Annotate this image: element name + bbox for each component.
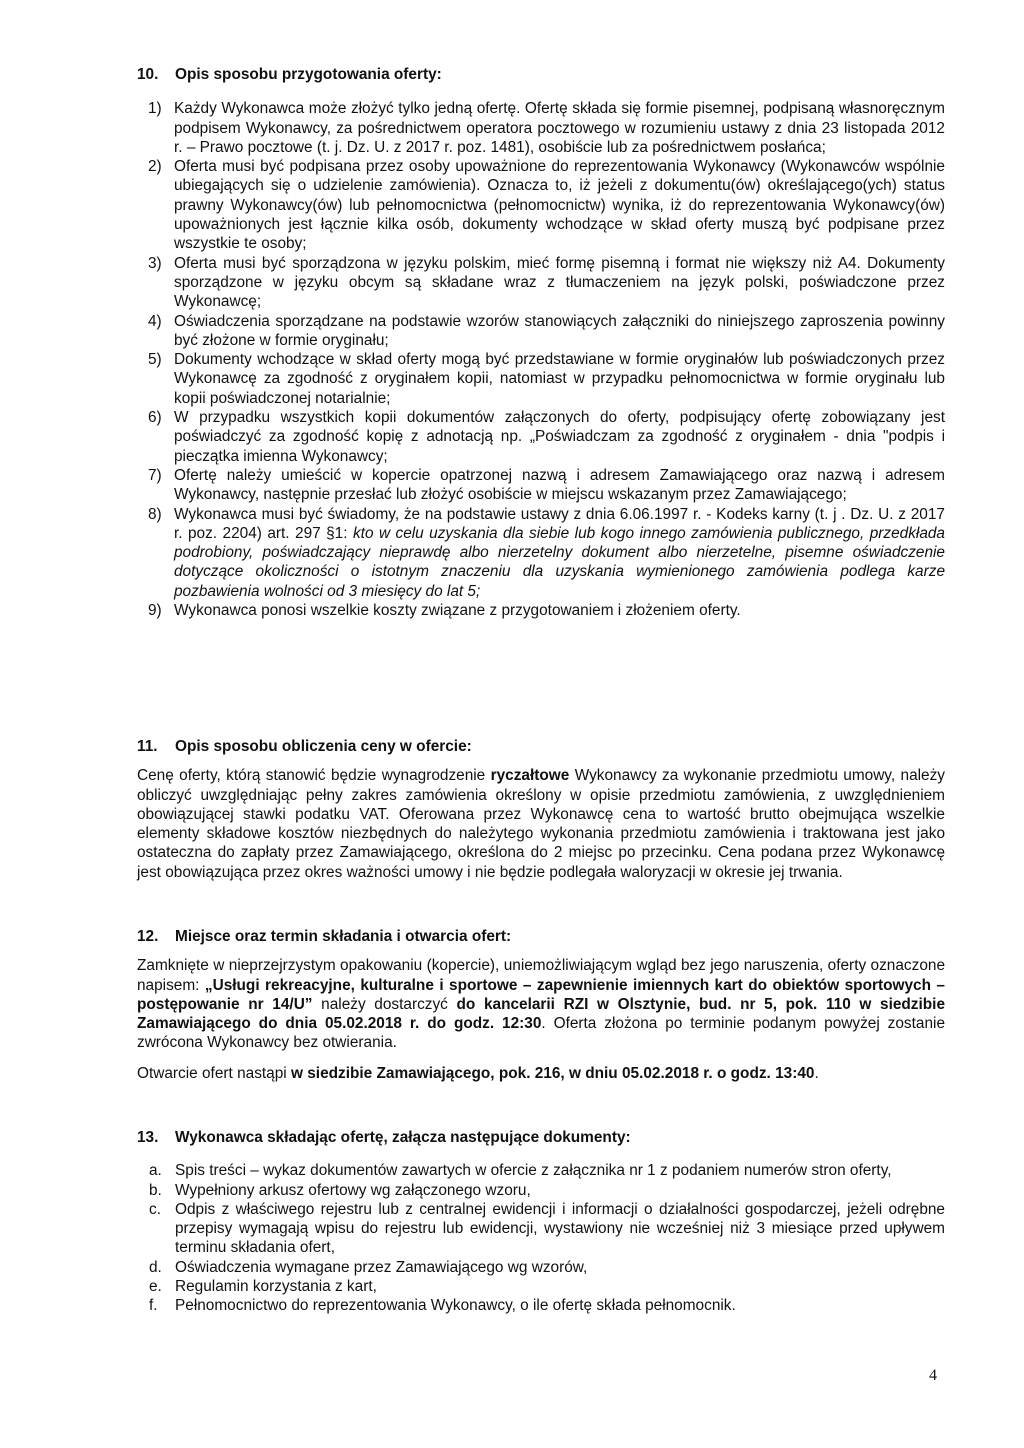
section-13 <box>137 1128 945 1316</box>
item-text: Wypełniony arkusz ofertowy wg załączonego wzoru, <box>175 1181 531 1199</box>
section-number: 13. <box>137 1129 159 1146</box>
item-label: 8) <box>148 505 162 523</box>
section-title: Miejsce oraz termin składania i otwarcia ofert: <box>175 928 512 945</box>
item-label: 6) <box>148 409 162 427</box>
list-item <box>137 601 945 620</box>
section-12-paragraph-2 <box>137 1064 945 1083</box>
item-label: 3) <box>148 254 162 272</box>
page-number: 4 <box>929 1367 937 1384</box>
list-item <box>137 1258 945 1277</box>
item-label: b. <box>149 1181 162 1199</box>
paragraph-bold: „Usługi rekreacyjne, kulturalne i sportowe – zapewnienie imiennych kart do obiektów sportowych – postępowanie nr 14/U” <box>137 976 945 1013</box>
item-text: Oferta musi być sporządzona w języku polskim, mieć formę pisemną i format nie większy niż A4. Dokumenty sporządzone w języku obcym są składane wraz z tłumaczeniem na język polski, poświadczone przez Wykonawcę; <box>174 254 945 311</box>
paragraph-text: Wykonawcy za wykonanie przedmiotu umowy, należy obliczyć uwzględniając pełny zakres zamówienia określony w opisie przedmiotu zamówienia, z uwzględnieniem obowiązującej stawki podatku VAT. Oferowana przez Wykonawcę cena to wartość brutto obejmująca wszelkie elementy składowe kosztów niezbędnych do należytego wykonania przedmiotu zamówienia i traktowana jest jako ostateczna do zapłaty przez Zamawiającego, określona do 2 miejsc po przecinku. Cena podana przez Wykonawcę jest obowiązująca przez okres ważności umowy i nie będzie podlegała waloryzacji w okresie jej trwania. <box>137 767 945 881</box>
item-label: a. <box>149 1162 162 1180</box>
item-text-italic-quote: kto w celu uzyskania dla siebie lub kogo innego zamówienia publicznego, przedkłada podrobiony, poświadczający nieprawdę albo nierzetelny dokument albo nierzetelne, pisemne oświadczenie dotyczące okoliczności o istotnym znaczeniu dla uzyskania wymienionego zamówienia podlega karze pozbawienia wolności od 3 miesięcy do lat 5; <box>174 524 945 600</box>
item-text: Wykonawca ponosi wszelkie koszty związane z przygotowaniem i złożeniem oferty. <box>174 602 741 620</box>
item-text: Dokumenty wchodzące w skład oferty mogą być przedstawiane w formie oryginałów lub poświadczonych przez Wykonawcę za zgodność z oryginałem kopii, natomiast w przypadku pełnomocnictwa w formie oryginału lub kopii poświadczonej notarialnie; <box>174 351 945 407</box>
section-13-heading <box>137 1128 945 1147</box>
paragraph-text: . <box>814 1064 819 1082</box>
item-text-plain: Wykonawca musi być świadomy, że na podstawie ustawy z dnia 6.06.1997 r. - Kodeks karny (t. j . Dz. U. z 2017 r. poz. 2204) art. 297 §1: <box>174 505 945 542</box>
item-label: 5) <box>148 351 162 369</box>
item-text: Oświadczenia wymagane przez Zamawiającego wg wzorów, <box>175 1258 588 1276</box>
item-label: 7) <box>148 466 162 484</box>
section-number: 10. <box>137 66 159 83</box>
paragraph-text: . Oferta złożona po terminie podanym powyżej zostanie zwrócona Wykonawcy bez otwierania. <box>137 1015 945 1052</box>
section-12-heading <box>137 927 945 946</box>
list-item <box>137 350 945 408</box>
section-10 <box>137 65 945 620</box>
section-11-paragraph <box>137 766 945 882</box>
item-text: Pełnomocnictwo do reprezentowania Wykonawcy, o ile ofertę składa pełnomocnik. <box>175 1297 736 1315</box>
list-item <box>137 466 945 505</box>
item-label: 1) <box>148 100 162 118</box>
section-title: Opis sposobu obliczenia ceny w ofercie: <box>175 738 472 755</box>
item-text: W przypadku wszystkich kopii dokumentów załączonych do oferty, podpisujący ofertę zobowiązany jest poświadczyć za zgodność kopię z adnotacją np. „Poświadczam za zgodność z oryginałem - dnia "podpis i pieczątka imienna Wykonawcy; <box>174 409 945 465</box>
section-number: 11. <box>137 738 158 755</box>
paragraph-bold: w siedzibie Zamawiającego, pok. 216, w dniu 05.02.2018 r. o godz. 13:40 <box>290 1064 815 1082</box>
item-label: 2) <box>148 158 162 176</box>
section-12 <box>137 927 945 1083</box>
section-number: 12. <box>137 928 159 945</box>
item-label: 9) <box>148 602 162 620</box>
section-10-heading <box>137 65 945 84</box>
paragraph-bold: ryczałtowe <box>490 767 570 785</box>
paragraph-text: Cenę oferty, którą stanowić będzie wynagrodzenie <box>137 767 491 785</box>
list-item <box>137 1200 945 1258</box>
item-label: d. <box>149 1258 162 1276</box>
section-11 <box>137 737 945 882</box>
paragraph-text: należy dostarczyć <box>312 995 457 1013</box>
list-item <box>137 157 945 253</box>
item-text: Każdy Wykonawca może złożyć tylko jedną ofertę. Ofertę składa się formie pisemnej, podpisaną własnoręcznym podpisem Wykonawcy, za pośrednictwem operatora pocztowego w rozumieniu ustawy z dnia 23 listopada 2012 r. – Prawo pocztowe (t. j. Dz. U. z 2017 r. poz. 1481), osobiście lub za pośrednictwem posłańca; <box>174 100 945 156</box>
item-text <box>174 505 945 601</box>
list-item <box>137 505 945 601</box>
list-item <box>137 1161 945 1180</box>
item-text: Oferta musi być podpisana przez osoby upoważnione do reprezentowania Wykonawcy (Wykonawców wspólnie ubiegających się o udzielenie zamówienia). Oznacza to, iż jeżeli z dokumentu(ów) określającego(ych) status prawny Wykonawcy(ów) lub pełnomocnictwa (pełnomocnictw) wynika, iż do reprezentowania Wykonawcy(ów) upoważnionych jest łącznie kilka osób, dokumenty wchodzące w skład oferty muszą być podpisane przez wszystkie te osoby; <box>174 158 945 253</box>
section-13-list <box>137 1161 945 1315</box>
section-title: Wykonawca składając ofertę, załącza następujące dokumenty: <box>175 1129 631 1146</box>
item-label: c. <box>149 1200 161 1218</box>
item-label: e. <box>149 1278 162 1296</box>
list-item <box>137 1181 945 1200</box>
item-label: 4) <box>148 312 162 330</box>
item-text: Spis treści – wykaz dokumentów zawartych w ofercie z załącznika nr 1 z podaniem numerów stron oferty, <box>175 1162 892 1180</box>
section-title: Opis sposobu przygotowania oferty: <box>175 66 442 83</box>
list-item <box>137 1296 945 1315</box>
paragraph-text: Otwarcie ofert nastąpi <box>137 1064 291 1082</box>
item-label: f. <box>149 1297 158 1315</box>
list-item <box>137 254 945 312</box>
section-10-list <box>137 99 945 620</box>
list-item <box>137 408 945 466</box>
section-12-paragraph-1 <box>137 956 945 1052</box>
section-11-heading <box>137 737 945 756</box>
paragraph-text: Zamknięte w nieprzejrzystym opakowaniu (kopercie), uniemożliwiającym wgląd bez jego naruszenia, oferty oznaczone napisem: <box>137 957 945 994</box>
item-text: Regulamin korzystania z kart, <box>175 1278 377 1296</box>
list-item <box>137 99 945 157</box>
item-text: Oświadczenia sporządzane na podstawie wzorów stanowiących załączniki do niniejszego zaproszenia powinny być złożone w formie oryginału; <box>174 312 945 349</box>
paragraph-bold: do kancelarii RZI w Olsztynie, bud. nr 5, pok. 110 w siedzibie Zamawiającego do dnia 05.02.2018 r. do godz. 12:30 <box>137 995 946 1033</box>
item-text: Odpis z właściwego rejestru lub z centralnej ewidencji i informacji o działalności gospodarczej, jeżeli odrębne przepisy wymagają wpisu do rejestru lub ewidencji, wystawiony nie wcześniej niż 3 miesiące przed upływem terminu składania ofert, <box>175 1200 945 1257</box>
list-item <box>137 312 945 351</box>
list-item <box>137 1277 945 1296</box>
item-text: Ofertę należy umieścić w kopercie opatrzonej nazwą i adresem Zamawiającego oraz nazwą i adresem Wykonawcy, następnie przesłać lub złożyć osobiście w miejscu wskazanym przez Zamawiającego; <box>174 466 945 504</box>
